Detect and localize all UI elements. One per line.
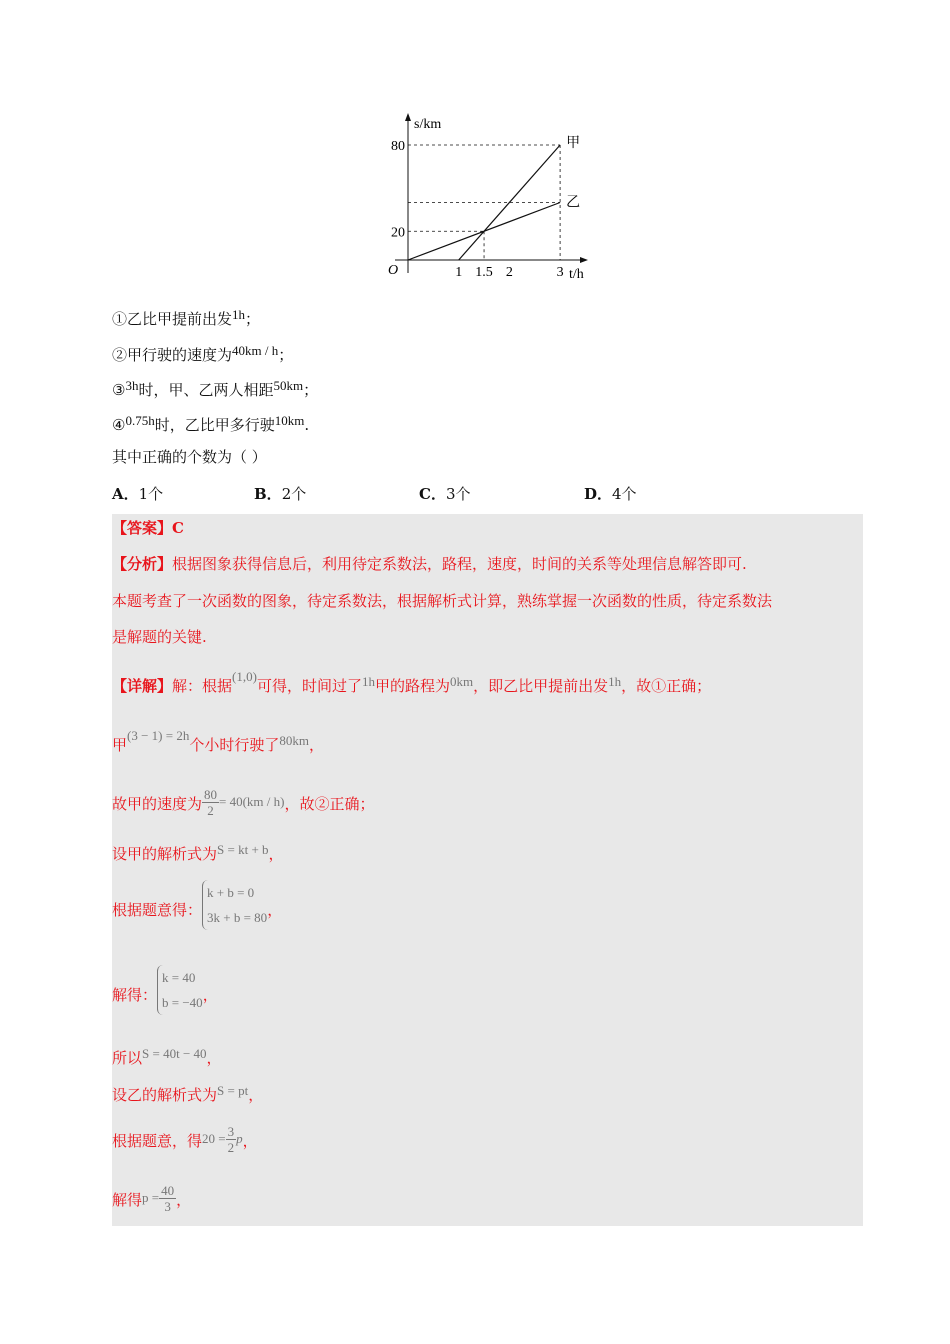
d3-fraction: [202, 787, 219, 818]
x-axis-label: t/h: [569, 267, 584, 282]
d1-math-1h: 1h: [361, 674, 375, 689]
statement-2-text: ②甲行驶的速度为: [112, 346, 233, 364]
statement-4-num: ④: [112, 416, 126, 434]
statement-4-math: 0.75h: [125, 413, 155, 428]
statement-1-text: ①乙比甲提前出发: [112, 310, 233, 328]
option-c-letter: C．: [419, 485, 446, 503]
option-c-text: 3个: [445, 485, 471, 503]
statement-1: [112, 309, 260, 330]
answer-options: [112, 483, 812, 505]
d1-text-e: ，故①正确；: [621, 677, 712, 695]
d6-eq-2: b = −40: [162, 995, 203, 1010]
statement-3-end: ；: [303, 381, 319, 399]
option-d-letter: D．: [584, 485, 613, 503]
statement-3: [112, 380, 318, 401]
statement-4: [112, 415, 309, 436]
y-axis-arrow: [405, 113, 411, 121]
option-b-text: 2个: [281, 485, 307, 503]
detail-tag: 【详解】: [112, 677, 173, 695]
y-tick-label-20: 20: [391, 225, 405, 241]
detail-line-7: [112, 1048, 222, 1069]
d6-text-b: ，: [202, 986, 218, 1004]
detail-line-10: [112, 1180, 191, 1221]
d5-text-b: ，: [267, 901, 283, 919]
series-label-yi: 乙: [566, 194, 581, 211]
d5-text-a: 根据题意得：: [112, 901, 203, 919]
statement-3-math: 3h: [125, 378, 139, 393]
d2-text-b: 个小时行驶了: [189, 736, 280, 754]
d4-text-b: ，: [268, 845, 284, 863]
x-tick-label-3: 3: [556, 265, 564, 280]
d8-text-a: 设乙的解析式为: [112, 1086, 218, 1104]
d3-numerator: 80: [204, 786, 218, 802]
detail-line-3: [112, 784, 375, 825]
d5-eq-2: 3k + b = 80: [207, 910, 268, 925]
x-tick-label-1-5: 1.5: [475, 265, 493, 280]
option-a-letter: A．: [112, 485, 139, 503]
statement-3-num: ③: [112, 381, 126, 399]
d3-math-speed: = 40(km / h): [219, 794, 285, 809]
option-d[interactable]: [584, 483, 637, 504]
d8-text-b: ，: [248, 1086, 264, 1104]
detail-line-5: [112, 884, 282, 936]
d7-math-jia-result: S = 40t − 40: [142, 1046, 207, 1061]
d9-text-a: 根据题意，得: [112, 1132, 203, 1150]
answer-line: 【答案】C: [112, 519, 184, 537]
series-line-jia: [459, 145, 560, 260]
option-c[interactable]: [419, 483, 471, 504]
statement-3-math2: 50km: [273, 378, 304, 393]
d1-text-c: 甲的路程为: [374, 677, 450, 695]
d2-math-80km: 80km: [279, 733, 309, 748]
origin-label: O: [388, 263, 399, 278]
statement-4-end: .: [304, 416, 310, 434]
d10-denominator: 3: [164, 1198, 171, 1214]
d6-eq-1: k = 40: [162, 970, 196, 985]
d5-equation-system: [202, 880, 267, 930]
analysis-tag: 【分析】: [112, 555, 173, 573]
x-axis-arrow: [580, 257, 588, 263]
statement-4-text: 时，乙比甲多行驶: [154, 416, 275, 434]
d1-math-point: (1,0): [232, 669, 257, 684]
y-tick-label-80: 80: [391, 139, 405, 154]
analysis-text: 根据图象获得信息后，利用待定系数法，路程，速度，时间的关系等处理信息解答即可.: [172, 555, 747, 573]
x-tick-label-2: 2: [505, 265, 513, 280]
d3-denominator: 2: [207, 802, 214, 818]
d7-text-b: ，: [206, 1049, 222, 1067]
d1-text-a: 解：根据: [172, 677, 233, 695]
d1-math-0km: 0km: [449, 674, 474, 689]
d1-text-d: ，即乙比甲提前出发: [473, 677, 609, 695]
d1-math-1h-2: 1h: [608, 674, 622, 689]
option-b[interactable]: [254, 483, 306, 504]
d5-eq-1: k + b = 0: [207, 885, 255, 900]
d9-fraction: [226, 1124, 237, 1155]
question-stem: 其中正确的个数为（ ）: [112, 448, 267, 466]
graph-data-layer: [391, 135, 580, 280]
d2-text-a: 甲: [112, 736, 128, 754]
statement-2-math: 40km / h: [232, 343, 279, 358]
d4-text-a: 设甲的解析式为: [112, 845, 218, 863]
d9-math-left: 20 =: [202, 1131, 226, 1146]
d9-math-p: p: [236, 1131, 243, 1146]
statement-3-text: 时，甲、乙两人相距: [138, 381, 274, 399]
analysis-line-3: 是解题的关键.: [112, 628, 207, 646]
graph-frame: [395, 113, 588, 273]
statement-2: [112, 345, 293, 366]
statement-2-end: ；: [278, 346, 294, 364]
d2-text-c: ，: [308, 736, 324, 754]
solution-panel: [112, 514, 863, 1226]
x-tick-label-1: 1: [455, 265, 463, 280]
distance-time-graph: [380, 108, 600, 288]
d3-text-a: 故甲的速度为: [112, 795, 203, 813]
d6-text-a: 解得：: [112, 986, 158, 1004]
d9-numerator: 3: [227, 1123, 235, 1139]
d6-solution-system: [157, 965, 203, 1015]
d8-math-yi-formula: S = pt: [217, 1083, 249, 1098]
d3-text-b: ，故②正确；: [284, 795, 375, 813]
detail-line-4: [112, 844, 284, 865]
statement-1-end: ；: [245, 310, 261, 328]
detail-line-8: [112, 1085, 263, 1106]
d4-math-jia-formula: S = kt + b: [217, 842, 269, 857]
option-a-text: 1个: [138, 485, 164, 503]
detail-line-1: [112, 669, 712, 697]
d9-text-b: ，: [242, 1132, 258, 1150]
option-d-text: 4个: [612, 485, 637, 503]
detail-line-6: [112, 969, 218, 1021]
d10-fraction: [159, 1183, 176, 1214]
analysis-line-2: 本题考查了一次函数的图象，待定系数法，根据解析式计算，熟练掌握一次函数的性质，待定系数法: [112, 592, 773, 610]
statement-1-math: 1h: [232, 307, 246, 322]
series-label-jia: 甲: [566, 135, 581, 151]
d1-text-b: 可得，时间过了: [256, 677, 362, 695]
d9-denominator: 2: [227, 1139, 235, 1155]
d2-math-hours: (3 − 1) = 2h: [127, 728, 190, 743]
statement-4-math2: 10km: [274, 413, 305, 428]
option-b-letter: B．: [254, 485, 282, 503]
detail-line-2: [112, 728, 324, 756]
d7-text-a: 所以: [112, 1049, 143, 1067]
option-a[interactable]: [112, 483, 163, 504]
detail-line-9: [112, 1121, 258, 1162]
y-axis-label: s/km: [414, 117, 442, 132]
analysis-line-1: [112, 554, 747, 574]
d10-math-p: p =: [142, 1190, 160, 1205]
d10-text-a: 解得: [112, 1191, 143, 1209]
d10-numerator: 40: [161, 1182, 175, 1198]
d10-text-b: ，: [176, 1191, 192, 1209]
